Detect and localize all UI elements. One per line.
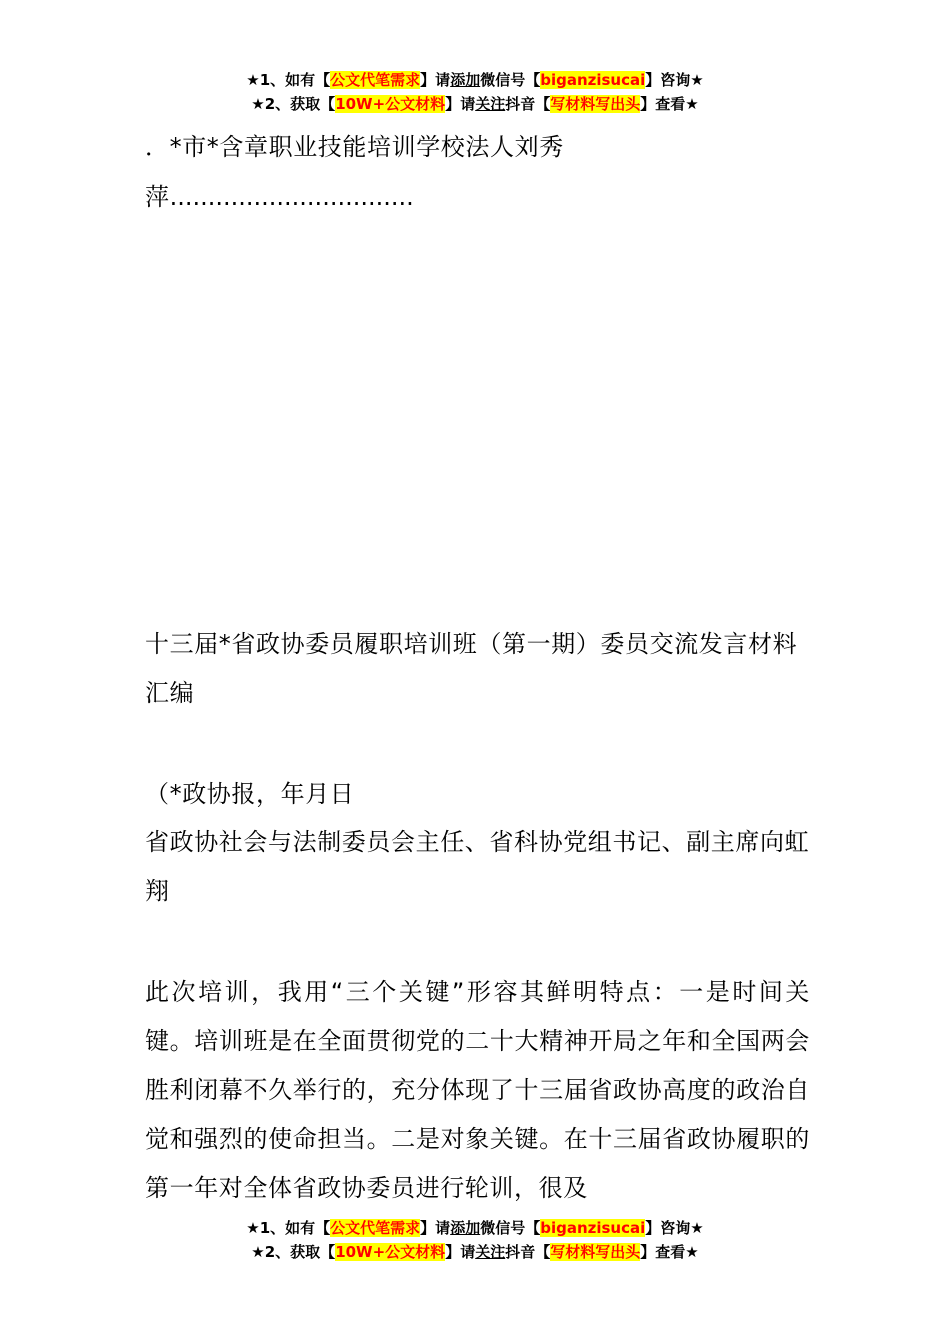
banner-text: ★2、获取【 (251, 95, 336, 113)
banner-text: 】咨询★ (645, 1219, 704, 1237)
document-author: 省政协社会与法制委员会主任、省科协党组书记、副主席向虹翔 (145, 828, 810, 905)
body-paragraph: 此次培训，我用“三个关键”形容其鲜明特点：一是时间关键。培训班是在全面贯彻党的二十大精神开局之年和全国两会胜利闭幕不久举行的，充分体现了十三届省政协高度的政治自觉和强烈的使命担当。二是对象关键。在十三届省政协履职的第一年对全体省政协委员进行轮训，很及 (145, 978, 810, 1202)
banner-highlight: 10W+公文材料 (335, 1243, 446, 1261)
banner-text: 】咨询★ (645, 71, 704, 89)
footer-banner (0, 1216, 950, 1264)
banner-text: ★1、如有【 (246, 1219, 331, 1237)
toc-leader-dots: ................................ (169, 183, 414, 211)
banner-underlined: 关注 (475, 95, 506, 113)
banner-highlight: 公文代笔需求 (330, 1219, 421, 1237)
banner-line-1 (0, 68, 950, 92)
banner-wechat-id: biganzisucai (540, 71, 646, 89)
toc-entry-text: ．*市*含章职业技能培训学校法人刘秀萍 (145, 133, 564, 211)
banner-underlined: 关注 (475, 1243, 506, 1261)
banner-underlined: 添加 (450, 1219, 481, 1237)
banner-text: 抖音【 (505, 1243, 551, 1261)
banner-underlined: 添加 (450, 71, 481, 89)
banner-text: ★2、获取【 (251, 1243, 336, 1261)
banner-text: 】请 (420, 71, 451, 89)
document-title: 十三届*省政协委员履职培训班（第一期）委员交流发言材料汇编 (145, 630, 798, 707)
document-source: （*政协报，年月日 (145, 780, 355, 808)
banner-text: 】请 (445, 1243, 476, 1261)
banner-wechat-id: biganzisucai (540, 1219, 646, 1237)
banner-text: 】查看★ (640, 95, 699, 113)
banner-text: 】请 (445, 95, 476, 113)
banner-text: 微信号【 (480, 71, 541, 89)
banner-line-1 (0, 1216, 950, 1240)
banner-line-2 (0, 92, 950, 116)
banner-douyin-id: 写材料写出头 (550, 1243, 641, 1261)
banner-text: 】查看★ (640, 1243, 699, 1261)
toc-entry (145, 122, 810, 222)
banner-line-2 (0, 1240, 950, 1264)
banner-highlight: 10W+公文材料 (335, 95, 446, 113)
banner-text: 】请 (420, 1219, 451, 1237)
banner-text: 抖音【 (505, 95, 551, 113)
banner-douyin-id: 写材料写出头 (550, 95, 641, 113)
banner-text: 微信号【 (480, 1219, 541, 1237)
header-banner (0, 68, 950, 116)
banner-highlight: 公文代笔需求 (330, 71, 421, 89)
banner-text: ★1、如有【 (246, 71, 331, 89)
